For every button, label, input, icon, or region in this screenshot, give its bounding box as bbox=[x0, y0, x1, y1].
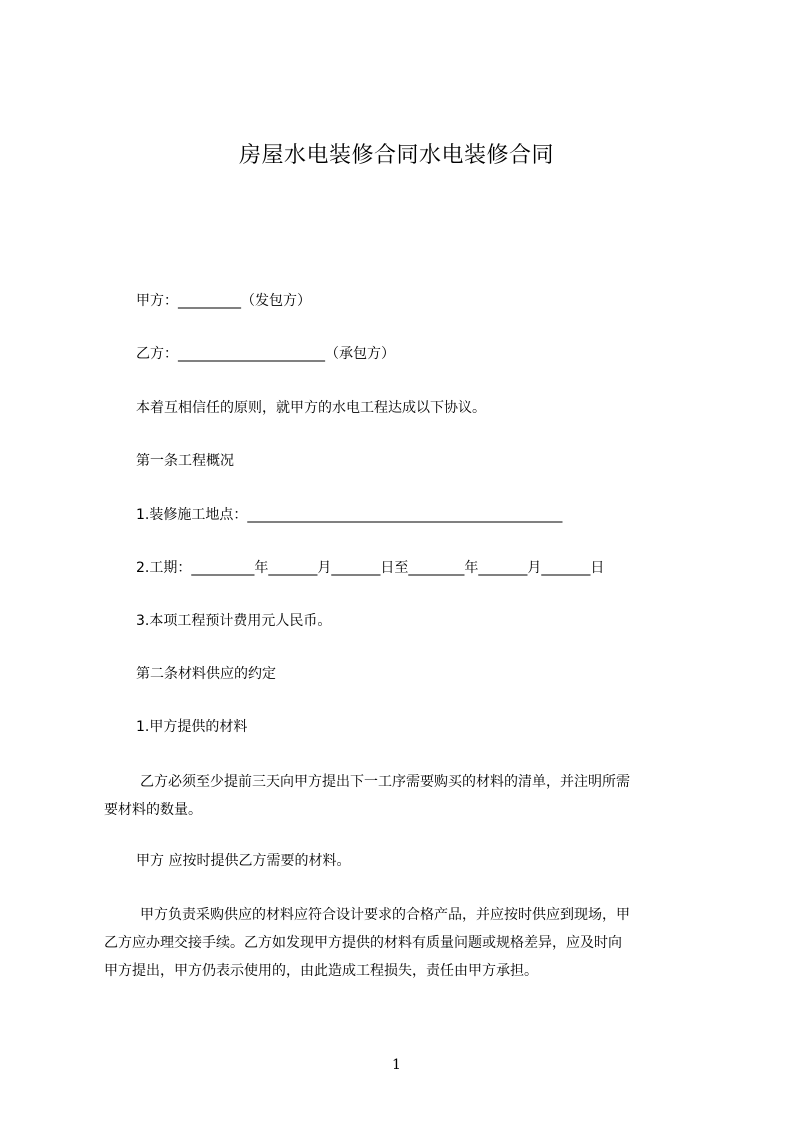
material-quality-paragraph-line-3: 甲方提出，甲方仍表示使用的，由此造成工程损失，责任由甲方承担。 bbox=[104, 963, 538, 979]
materials-list-paragraph-line-1: 乙方必须至少提前三天向甲方提出下一工序需要购买的材料的清单，并注明所需 bbox=[140, 774, 630, 790]
party-a-materials-heading: 1.甲方提供的材料 bbox=[136, 719, 248, 735]
intro-paragraph: 本着互相信任的原则，就甲方的水电工程达成以下协议。 bbox=[136, 400, 486, 416]
supply-on-time-paragraph: 甲方 应按时提供乙方需要的材料。 bbox=[136, 853, 351, 869]
party-a-line: 甲方：_________（发包方） bbox=[136, 293, 311, 309]
article-1-heading: 第一条工程概况 bbox=[136, 453, 234, 469]
party-b-line: 乙方：_____________________（承包方） bbox=[136, 346, 395, 362]
article-2-heading: 第二条材料供应的约定 bbox=[136, 666, 276, 682]
estimated-cost-line: 3.本项工程预计费用元人民币。 bbox=[136, 613, 332, 629]
material-quality-paragraph-line-1: 甲方负责采购供应的材料应符合设计要求的合格产品，并应按时供应到现场，甲 bbox=[140, 907, 630, 923]
page-number: 1 bbox=[392, 1057, 401, 1073]
materials-list-paragraph-line-2: 要材料的数量。 bbox=[104, 802, 202, 818]
material-quality-paragraph-line-2: 乙方应办理交接手续。乙方如发现甲方提供的材料有质量问题或规格差异，应及时向 bbox=[104, 935, 622, 951]
document-title: 房屋水电装修合同水电装修合同 bbox=[238, 143, 554, 168]
construction-location-line: 1.装修施工地点：_____________________________________________ bbox=[136, 507, 563, 523]
construction-period-line: 2.工期：_________年_______月_______日至________年_______月_______日 bbox=[136, 560, 605, 576]
